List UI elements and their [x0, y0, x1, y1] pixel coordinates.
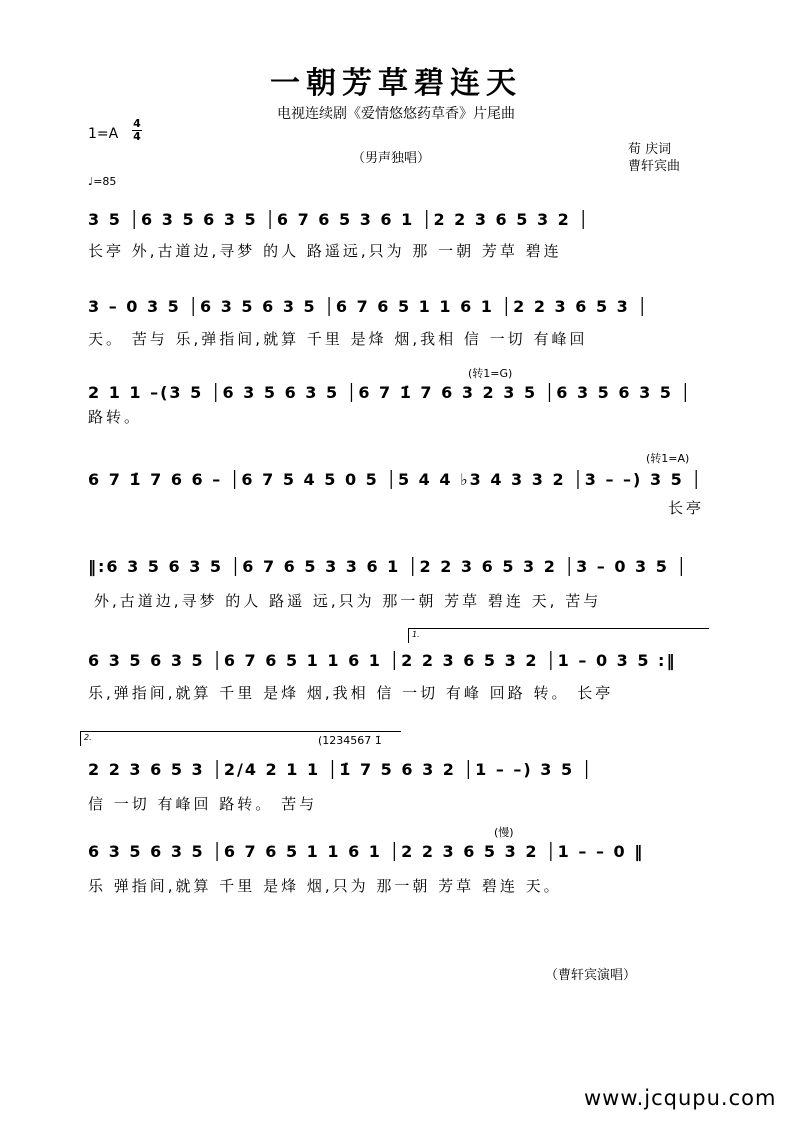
- modulation-g-annotation: (转1=G): [468, 367, 513, 380]
- notation-row-7: 2 2 3 6 5 3 │2/4 2 1 1 │1̇ 7 5 6 3 2 │1 – –) 3 5 │: [88, 760, 594, 779]
- notation-row-5: ‖:6 3 5 6 3 5 │6 7 6 5 3 3 6 1 │2 2 3 6 5 3 2 │3 – 0 3 5 │: [88, 557, 689, 576]
- time-signature-bottom: 4: [133, 130, 141, 143]
- lyric-row-3: 路转。: [88, 408, 143, 426]
- first-ending-bracket: [408, 628, 709, 643]
- lyric-row-1: 长亭 外,古道边,寻梦 的人 路遥远,只为 那 一朝 芳草 碧连: [88, 242, 562, 260]
- notation-row-8: 6 3 5 6 3 5 │6 7 6 5 1 1 6 1 │2 2 3 6 5 3 2 │1 – – 0 ‖: [88, 842, 645, 861]
- lyric-row-7: 信 一切 有峰回 路转。 苦与: [88, 795, 318, 813]
- modulation-a-annotation: (转1=A): [646, 452, 690, 465]
- composer-credit: 曹轩宾曲: [628, 159, 681, 174]
- tempo-marking: ♩=85: [88, 175, 117, 188]
- song-subtitle: 电视连续剧《爱情悠悠药草香》片尾曲: [277, 106, 515, 122]
- lyric-row-2: 天。 苦与 乐,弹指间,就算 千里 是烽 烟,我相 信 一切 有峰回: [88, 330, 588, 348]
- lyricist-credit: 荀 庆词: [628, 142, 672, 157]
- website-watermark[interactable]: www.jcqupu.com: [584, 1086, 777, 1110]
- lyric-row-5: 外,古道边,寻梦 的人 路遥 远,只为 那一朝 芳草 碧连 天, 苦与: [94, 592, 602, 610]
- notation-row-2: 3 – 0 3 5 │6 3 5 6 3 5 │6 7 6 5 1 1 6 1 │2 2 3 6 5 3 │: [88, 297, 649, 316]
- notation-row-3: 2 1 1 –(3 5 │6 3 5 6 3 5 │6 7 1̇ 7 6 3 2 3 5 │6 3 5 6 3 5 │: [88, 383, 693, 402]
- first-ending-label: 1.: [412, 630, 420, 639]
- second-ending-label: 2.: [84, 733, 92, 742]
- time-signature-top: 4: [133, 117, 141, 130]
- lyric-row-4: 长亭: [668, 499, 705, 517]
- key-signature: 1=A: [88, 126, 119, 142]
- voice-type: （男声独唱）: [352, 151, 431, 166]
- run-annotation: (1234567 1̇: [318, 734, 382, 747]
- lyric-row-6: 乐,弹指间,就算 千里 是烽 烟,我相 信 一切 有峰 回路 转。 长亭: [88, 684, 614, 702]
- song-title: 一朝芳草碧连天: [270, 66, 522, 101]
- notation-row-6: 6 3 5 6 3 5 │6 7 6 5 1 1 6 1 │2 2 3 6 5 3 2 │1 – 0 3 5 :‖: [88, 651, 677, 670]
- time-signature: [132, 118, 142, 143]
- slow-annotation: (慢): [494, 826, 514, 839]
- notation-row-4: 6 7 1̇ 7 6 6 – │6 7 5 4 5 0 5 │5 4 4 ♭3 4 3 3 2 │3 – –) 3 5 │: [88, 470, 703, 489]
- lyric-row-8: 乐 弹指间,就算 千里 是烽 烟,只为 那一朝 芳草 碧连 天。: [88, 877, 562, 895]
- singer-credit: （曹轩宾演唱）: [545, 968, 637, 983]
- notation-row-1: 3 5 │6 3 5 6 3 5 │6 7 6 5 3 6 1 │2 2 3 6 5 3 2 │: [88, 210, 590, 229]
